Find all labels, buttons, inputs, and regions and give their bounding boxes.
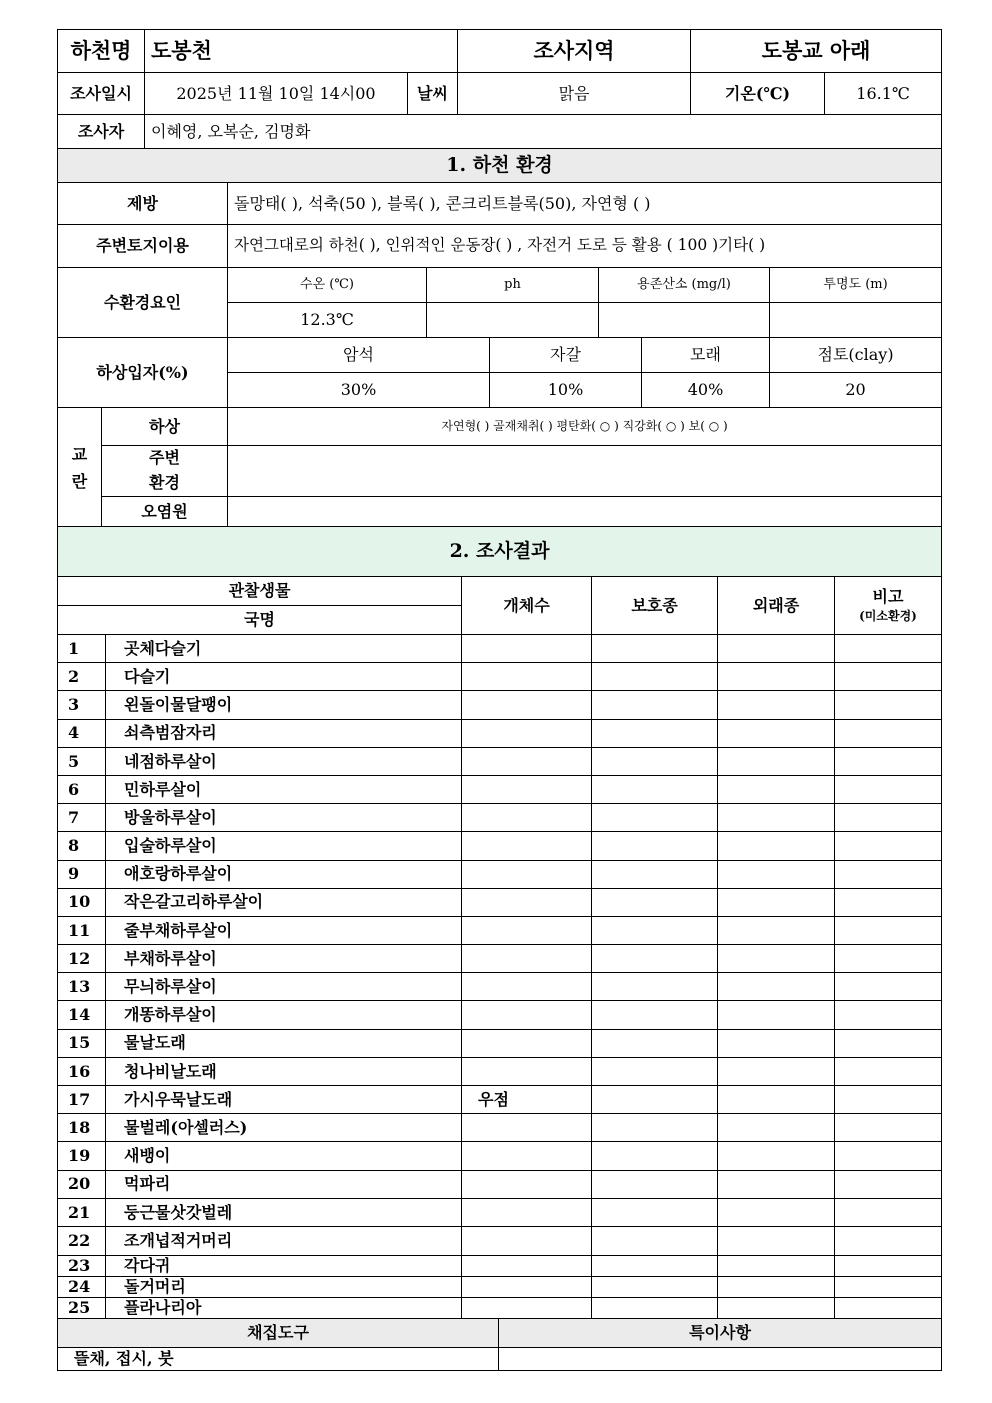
species-note <box>835 1170 942 1198</box>
species-row <box>58 1170 942 1198</box>
species-count <box>462 1198 592 1226</box>
disturbance-label <box>58 408 102 529</box>
species-invasive <box>718 635 835 663</box>
species-row <box>58 1086 942 1114</box>
species-invasive <box>718 1114 835 1142</box>
species-invasive <box>718 1057 835 1085</box>
species-note <box>835 945 942 973</box>
weather-label: 날씨 <box>408 73 458 115</box>
header-table <box>57 29 942 150</box>
transparency-header: 투명도 (m) <box>770 268 942 303</box>
species-protected <box>592 804 718 832</box>
surroundings-label <box>102 446 228 497</box>
collection-tools-label: 채집도구 <box>58 1319 499 1348</box>
species-count <box>462 860 592 888</box>
species-invasive <box>718 719 835 747</box>
footer-table <box>57 1318 942 1371</box>
species-name: 부채하루살이 <box>106 945 462 973</box>
species-name: 작은갈고리하루살이 <box>106 888 462 916</box>
species-protected <box>592 1114 718 1142</box>
species-note <box>835 747 942 775</box>
sand-header: 모래 <box>642 338 770 373</box>
species-count <box>462 916 592 944</box>
species-protected <box>592 1198 718 1226</box>
species-protected <box>592 1170 718 1198</box>
surveyor-label: 조사자 <box>58 115 145 150</box>
embankment-label: 제방 <box>58 183 228 225</box>
surroundings-label-line2: 환경 <box>149 472 180 492</box>
species-count <box>462 1001 592 1029</box>
species-protected <box>592 1029 718 1057</box>
species-invasive <box>718 832 835 860</box>
land-use-label: 주변토지이용 <box>58 225 228 268</box>
species-note <box>835 1086 942 1114</box>
species-name: 각다귀 <box>106 1255 462 1276</box>
species-number: 12 <box>58 945 106 973</box>
species-row <box>58 663 942 691</box>
riverbed-value: 자연형( ) 골재채취( ) 평탄화( ○ ) 직강화( ○ ) 보( ○ ) <box>228 408 942 446</box>
species-count <box>462 1297 592 1318</box>
species-number: 6 <box>58 775 106 803</box>
species-note <box>835 832 942 860</box>
species-invasive <box>718 747 835 775</box>
species-name: 가시우묵날도래 <box>106 1086 462 1114</box>
species-invasive <box>718 860 835 888</box>
species-number: 7 <box>58 804 106 832</box>
clay-header: 점토(clay) <box>770 338 942 373</box>
results-table <box>57 526 942 1319</box>
species-note <box>835 1198 942 1226</box>
species-row <box>58 719 942 747</box>
species-protected <box>592 775 718 803</box>
section-title-results: 2. 조사결과 <box>58 527 942 577</box>
species-note <box>835 1057 942 1085</box>
species-protected <box>592 945 718 973</box>
sand-value: 40% <box>642 373 770 408</box>
gravel-value: 10% <box>490 373 642 408</box>
species-row <box>58 973 942 1001</box>
species-row <box>58 888 942 916</box>
gravel-header: 자갈 <box>490 338 642 373</box>
water-temp-value: 12.3℃ <box>228 303 427 338</box>
species-name: 방울하루살이 <box>106 804 462 832</box>
section-title-environment: 1. 하천 환경 <box>58 149 942 183</box>
species-count <box>462 747 592 775</box>
species-name: 애호랑하루살이 <box>106 860 462 888</box>
species-protected <box>592 663 718 691</box>
survey-date-value: 2025년 11월 10일 14시00 <box>145 73 408 115</box>
species-row <box>58 1276 942 1297</box>
species-name: 입술하루살이 <box>106 832 462 860</box>
transparency-value <box>770 303 942 338</box>
species-count <box>462 832 592 860</box>
species-count <box>462 775 592 803</box>
species-row <box>58 1226 942 1255</box>
land-use-value: 자연그대로의 하천( ), 인위적인 운동장( ) , 자전거 도로 등 활용 ( 100 )기타( ) <box>228 225 942 268</box>
species-row <box>58 1142 942 1170</box>
species-invasive <box>718 1170 835 1198</box>
species-note <box>835 691 942 719</box>
species-row <box>58 1114 942 1142</box>
species-name: 새뱅이 <box>106 1142 462 1170</box>
species-name: 쇠측범잠자리 <box>106 719 462 747</box>
surroundings-value <box>228 446 942 497</box>
clay-value: 20 <box>770 373 942 408</box>
species-protected <box>592 747 718 775</box>
species-protected <box>592 1297 718 1318</box>
species-protected <box>592 1001 718 1029</box>
water-factor-label: 수환경요인 <box>58 268 228 338</box>
species-protected <box>592 691 718 719</box>
species-name: 조개넙적거머리 <box>106 1226 462 1255</box>
species-invasive <box>718 916 835 944</box>
rock-value: 30% <box>228 373 490 408</box>
note-header-sub: (미소환경) <box>859 609 917 624</box>
species-number: 2 <box>58 663 106 691</box>
species-number: 5 <box>58 747 106 775</box>
species-number: 16 <box>58 1057 106 1085</box>
species-protected <box>592 1226 718 1255</box>
species-protected <box>592 1057 718 1085</box>
species-number: 13 <box>58 973 106 1001</box>
disturbance-label-line1: 교 <box>71 444 88 464</box>
species-name: 물날도래 <box>106 1029 462 1057</box>
species-count <box>462 1170 592 1198</box>
rock-header: 암석 <box>228 338 490 373</box>
species-name: 민하루살이 <box>106 775 462 803</box>
embankment-value: 돌망태( ), 석축(50 ), 블록( ), 콘크리트블록(50), 자연형 ( ) <box>228 183 942 225</box>
species-name: 둥근물삿갓벌레 <box>106 1198 462 1226</box>
species-name: 무늬하루살이 <box>106 973 462 1001</box>
species-protected <box>592 860 718 888</box>
species-number: 9 <box>58 860 106 888</box>
species-note <box>835 916 942 944</box>
species-name: 돌거머리 <box>106 1276 462 1297</box>
species-note <box>835 973 942 1001</box>
species-note <box>835 719 942 747</box>
species-invasive <box>718 1198 835 1226</box>
species-number: 15 <box>58 1029 106 1057</box>
species-row <box>58 1297 942 1318</box>
species-protected <box>592 888 718 916</box>
species-number: 4 <box>58 719 106 747</box>
species-count <box>462 1276 592 1297</box>
species-row <box>58 1198 942 1226</box>
note-header-label: 비고 <box>872 587 904 607</box>
pollution-source-label: 오염원 <box>102 496 228 528</box>
species-name: 네점하루살이 <box>106 747 462 775</box>
species-number: 11 <box>58 916 106 944</box>
species-row <box>58 635 942 663</box>
species-number: 23 <box>58 1255 106 1276</box>
species-number: 10 <box>58 888 106 916</box>
species-number: 24 <box>58 1276 106 1297</box>
species-row <box>58 775 942 803</box>
river-name-label: 하천명 <box>58 30 145 73</box>
species-note <box>835 635 942 663</box>
species-number: 25 <box>58 1297 106 1318</box>
species-invasive <box>718 1142 835 1170</box>
species-row <box>58 1057 942 1085</box>
species-count <box>462 804 592 832</box>
ph-header: ph <box>427 268 599 303</box>
survey-area-label: 조사지역 <box>458 30 691 73</box>
species-note <box>835 804 942 832</box>
species-note <box>835 1142 942 1170</box>
species-protected <box>592 1255 718 1276</box>
species-protected <box>592 1276 718 1297</box>
species-row <box>58 860 942 888</box>
species-count <box>462 1142 592 1170</box>
species-protected <box>592 1142 718 1170</box>
species-row <box>58 1255 942 1276</box>
surveyor-value: 이혜영, 오복순, 김명화 <box>145 115 942 150</box>
count-header: 개체수 <box>462 577 592 635</box>
surroundings-label-line1: 주변 <box>149 448 180 467</box>
water-temp-header: 수온 (℃) <box>228 268 427 303</box>
species-invasive <box>718 888 835 916</box>
species-count <box>462 1226 592 1255</box>
survey-date-label: 조사일시 <box>58 73 145 115</box>
species-number: 8 <box>58 832 106 860</box>
species-count <box>462 635 592 663</box>
species-number: 22 <box>58 1226 106 1255</box>
note-header <box>835 577 942 635</box>
species-number: 1 <box>58 635 106 663</box>
species-invasive <box>718 663 835 691</box>
species-invasive <box>718 1297 835 1318</box>
dissolved-oxygen-value <box>599 303 770 338</box>
riverbed-label: 하상 <box>102 408 228 446</box>
species-count <box>462 1255 592 1276</box>
species-number: 18 <box>58 1114 106 1142</box>
species-note <box>835 1255 942 1276</box>
special-notes-value <box>499 1348 942 1371</box>
species-number: 14 <box>58 1001 106 1029</box>
species-count <box>462 1029 592 1057</box>
species-protected <box>592 832 718 860</box>
species-count <box>462 945 592 973</box>
species-protected <box>592 973 718 1001</box>
weather-value: 맑음 <box>458 73 691 115</box>
survey-area-value: 도봉교 아래 <box>691 30 942 73</box>
ph-value <box>427 303 599 338</box>
species-count <box>462 973 592 1001</box>
species-list <box>58 635 942 1319</box>
species-invasive <box>718 804 835 832</box>
dissolved-oxygen-header: 용존산소 (mg/l) <box>599 268 770 303</box>
species-number: 17 <box>58 1086 106 1114</box>
species-count <box>462 1114 592 1142</box>
species-name: 먹파리 <box>106 1170 462 1198</box>
invasive-species-header: 외래종 <box>718 577 835 635</box>
species-protected <box>592 635 718 663</box>
river-name-value: 도봉천 <box>145 30 458 73</box>
species-note <box>835 663 942 691</box>
species-name: 다슬기 <box>106 663 462 691</box>
species-name: 줄부채하루살이 <box>106 916 462 944</box>
species-name: 청나비날도래 <box>106 1057 462 1085</box>
species-note <box>835 1001 942 1029</box>
species-invasive <box>718 1276 835 1297</box>
species-number: 21 <box>58 1198 106 1226</box>
korean-name-header: 국명 <box>58 606 462 635</box>
species-invasive <box>718 1001 835 1029</box>
species-number: 19 <box>58 1142 106 1170</box>
species-row <box>58 832 942 860</box>
species-invasive <box>718 945 835 973</box>
species-note <box>835 1114 942 1142</box>
species-note <box>835 1029 942 1057</box>
species-invasive <box>718 1255 835 1276</box>
species-row <box>58 804 942 832</box>
species-row <box>58 691 942 719</box>
species-row <box>58 945 942 973</box>
species-row <box>58 916 942 944</box>
species-note <box>835 888 942 916</box>
species-row <box>58 747 942 775</box>
air-temp-label: 기온(℃) <box>691 73 825 115</box>
species-note <box>835 1276 942 1297</box>
species-note <box>835 1297 942 1318</box>
species-row <box>58 1029 942 1057</box>
species-count <box>462 888 592 916</box>
species-count <box>462 691 592 719</box>
species-invasive <box>718 1029 835 1057</box>
species-name: 왼돌이물달팽이 <box>106 691 462 719</box>
air-temp-value: 16.1℃ <box>825 73 942 115</box>
species-invasive <box>718 973 835 1001</box>
species-name: 곳체다슬기 <box>106 635 462 663</box>
species-protected <box>592 719 718 747</box>
pollution-source-value <box>228 496 942 528</box>
species-count: 우점 <box>462 1086 592 1114</box>
species-name: 물벌레(아셀러스) <box>106 1114 462 1142</box>
species-name: 플라나리아 <box>106 1297 462 1318</box>
species-note <box>835 1226 942 1255</box>
species-number: 20 <box>58 1170 106 1198</box>
collection-tools-value: 뜰채, 접시, 붓 <box>58 1348 499 1371</box>
species-count <box>462 663 592 691</box>
species-number: 3 <box>58 691 106 719</box>
species-name: 개똥하루살이 <box>106 1001 462 1029</box>
species-count <box>462 719 592 747</box>
species-invasive <box>718 1226 835 1255</box>
species-invasive <box>718 691 835 719</box>
species-invasive <box>718 1086 835 1114</box>
species-invasive <box>718 775 835 803</box>
disturbance-label-line2: 란 <box>71 471 88 491</box>
environment-table <box>57 148 942 529</box>
protected-species-header: 보호종 <box>592 577 718 635</box>
species-note <box>835 775 942 803</box>
species-note <box>835 860 942 888</box>
species-protected <box>592 1086 718 1114</box>
bed-particle-label: 하상입자(%) <box>58 338 228 408</box>
special-notes-label: 특이사항 <box>499 1319 942 1348</box>
species-protected <box>592 916 718 944</box>
species-row <box>58 1001 942 1029</box>
observed-organisms-header: 관찰생물 <box>58 577 462 606</box>
species-count <box>462 1057 592 1085</box>
